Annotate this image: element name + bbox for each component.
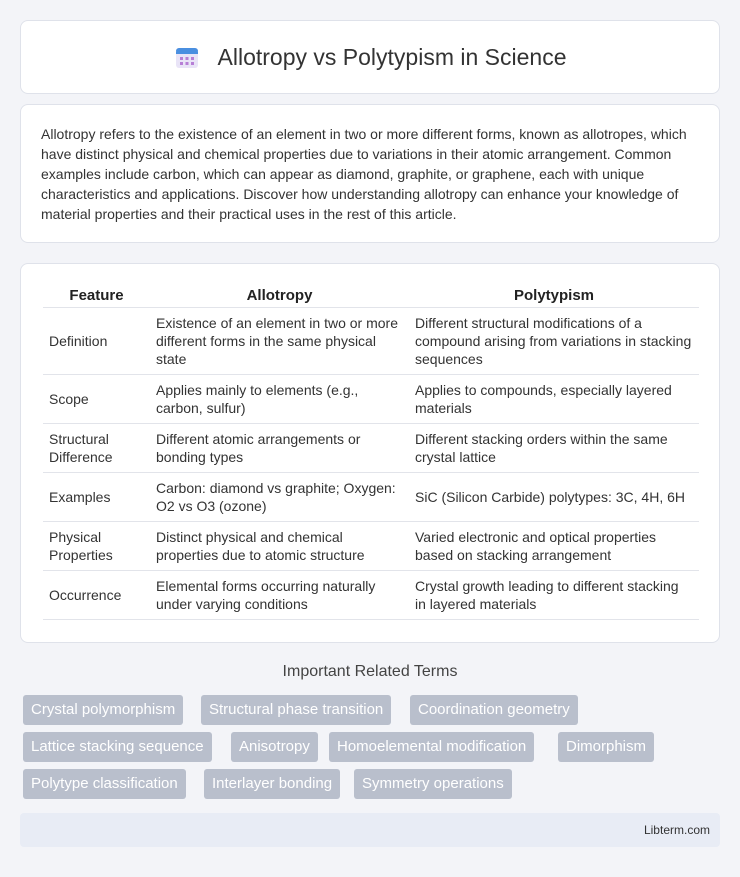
related-term-tag[interactable]: Symmetry operations — [354, 769, 512, 799]
related-term-tag[interactable]: Lattice stacking sequence — [23, 732, 212, 762]
footer — [20, 813, 720, 847]
cell-feature: Definition — [43, 308, 150, 375]
calendar-icon — [174, 44, 200, 70]
table-header-row — [43, 284, 699, 308]
table-row — [43, 473, 699, 522]
table-row — [43, 571, 699, 620]
cell-allotropy: Different atomic arrangements or bonding types — [150, 424, 409, 473]
cell-allotropy: Elemental forms occurring naturally under varying conditions — [150, 571, 409, 620]
intro-text: Allotropy refers to the existence of an element in two or more different forms, known as allotropes, which have distinct physical and chemical properties due to variations in their atomic arrangement. Common examples include carbon, which can appear as diamond, graphite, or graphene, each with unique characteristics and applications. Discover how understanding allotropy can enhance your knowledge of material properties and their practical uses in the rest of this article. — [41, 126, 687, 222]
page-title: Allotropy vs Polytypism in Science — [217, 43, 567, 70]
table-row — [43, 424, 699, 473]
related-term-tag[interactable]: Dimorphism — [558, 732, 654, 762]
header-feature: Feature — [43, 284, 150, 308]
footer-brand[interactable]: Libterm.com — [643, 823, 710, 837]
cell-feature: Examples — [43, 473, 150, 522]
table-row — [43, 522, 699, 571]
cell-feature: Structural Difference — [43, 424, 150, 473]
related-term-tag[interactable]: Interlayer bonding — [204, 769, 340, 799]
cell-feature: Scope — [43, 375, 150, 424]
related-term-tag[interactable]: Structural phase transition — [201, 695, 391, 725]
cell-allotropy: Applies mainly to elements (e.g., carbon, sulfur) — [150, 375, 409, 424]
related-term-tag[interactable]: Polytype classification — [23, 769, 186, 799]
cell-allotropy: Existence of an element in two or more different forms in the same physical state — [150, 308, 409, 375]
cell-polytypism: Crystal growth leading to different stacking in layered materials — [409, 571, 699, 620]
related-term-tag[interactable]: Crystal polymorphism — [23, 695, 183, 725]
comparison-table-card — [20, 263, 720, 643]
related-term-tag[interactable]: Anisotropy — [231, 732, 318, 762]
cell-allotropy: Carbon: diamond vs graphite; Oxygen: O2 vs O3 (ozone) — [150, 473, 409, 522]
cell-polytypism: Applies to compounds, especially layered materials — [409, 375, 699, 424]
table-row — [43, 375, 699, 424]
header-allotropy: Allotropy — [150, 284, 409, 308]
cell-polytypism: SiC (Silicon Carbide) polytypes: 3C, 4H, 6H — [409, 473, 699, 522]
cell-polytypism: Different structural modifications of a compound arising from variations in stacking sequences — [409, 308, 699, 375]
cell-allotropy: Distinct physical and chemical properties due to atomic structure — [150, 522, 409, 571]
intro-card — [20, 104, 720, 243]
cell-feature: Physical Properties — [43, 522, 150, 571]
related-terms-title: Important Related Terms — [282, 663, 458, 680]
title-card — [20, 20, 720, 94]
related-term-tag[interactable]: Homoelemental modification — [329, 732, 534, 762]
cell-polytypism: Different stacking orders within the same crystal lattice — [409, 424, 699, 473]
header-polytypism: Polytypism — [409, 284, 699, 308]
table-row — [43, 308, 699, 375]
related-term-tag[interactable]: Coordination geometry — [410, 695, 578, 725]
cell-polytypism: Varied electronic and optical properties based on stacking arrangement — [409, 522, 699, 571]
comparison-table — [43, 284, 699, 620]
cell-feature: Occurrence — [43, 571, 150, 620]
